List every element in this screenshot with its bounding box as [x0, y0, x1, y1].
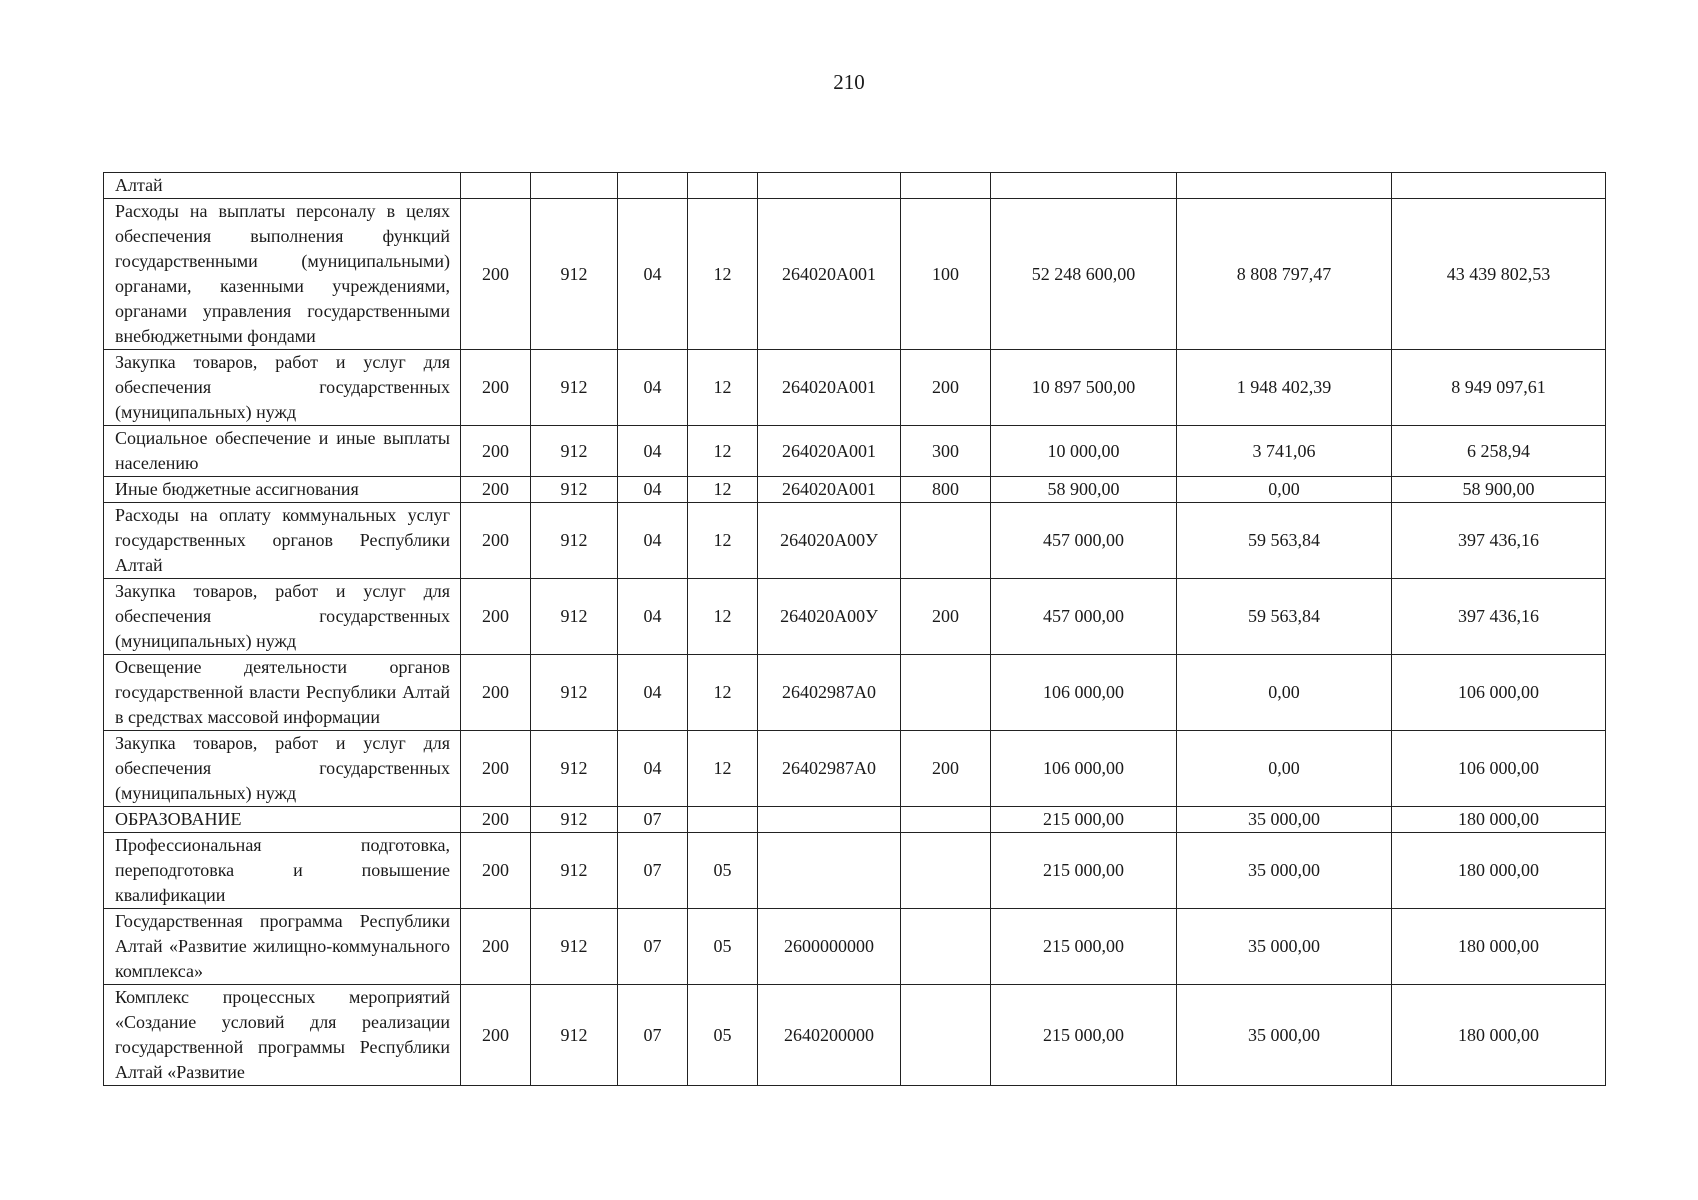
remainder-amount-cell: 106 000,00 — [1392, 731, 1606, 807]
ministry-code-cell: 912 — [531, 909, 618, 985]
ministry-code-cell: 912 — [531, 579, 618, 655]
budget-table — [103, 172, 1606, 1086]
section-code-cell: 200 — [461, 503, 531, 579]
table-row — [104, 655, 1606, 731]
plan-amount-cell: 215 000,00 — [991, 909, 1177, 985]
expense-type-cell: 200 — [901, 350, 991, 426]
row-name-cell: Социальное обеспечение и иные выплаты населению — [104, 426, 461, 477]
plan-amount-cell — [991, 173, 1177, 199]
subdivision-code-cell — [688, 173, 758, 199]
target-article-cell: 264020А001 — [758, 477, 901, 503]
executed-amount-cell: 1 948 402,39 — [1177, 350, 1392, 426]
section-code-cell: 200 — [461, 909, 531, 985]
row-name-cell: Расходы на выплаты персоналу в целях обеспечения выполнения функций государственными (муниципальными) органами, казенными учреждениями, органами управления государственными внебюджетными фондами — [104, 199, 461, 350]
target-article-cell — [758, 833, 901, 909]
subdivision-code-cell: 12 — [688, 731, 758, 807]
row-name-cell: Государственная программа Республики Алтай «Развитие жилищно-коммунального комплекса» — [104, 909, 461, 985]
subdivision-code-cell: 12 — [688, 477, 758, 503]
table-row — [104, 477, 1606, 503]
plan-amount-cell: 10 000,00 — [991, 426, 1177, 477]
row-name-cell: Закупка товаров, работ и услуг для обеспечения государственных (муниципальных) нужд — [104, 350, 461, 426]
page-number: 210 — [833, 70, 865, 94]
subdivision-code-cell: 12 — [688, 579, 758, 655]
row-name-cell: Алтай — [104, 173, 461, 199]
subdivision-code-cell: 12 — [688, 503, 758, 579]
target-article-cell: 26402987А0 — [758, 655, 901, 731]
remainder-amount-cell: 180 000,00 — [1392, 807, 1606, 833]
remainder-amount-cell: 180 000,00 — [1392, 985, 1606, 1086]
table-row — [104, 807, 1606, 833]
target-article-cell: 264020А001 — [758, 426, 901, 477]
executed-amount-cell: 0,00 — [1177, 655, 1392, 731]
ministry-code-cell: 912 — [531, 833, 618, 909]
ministry-code-cell: 912 — [531, 350, 618, 426]
table-row — [104, 731, 1606, 807]
plan-amount-cell: 457 000,00 — [991, 579, 1177, 655]
division-code-cell: 07 — [618, 807, 688, 833]
table-row — [104, 579, 1606, 655]
ministry-code-cell: 912 — [531, 199, 618, 350]
section-code-cell: 200 — [461, 655, 531, 731]
expense-type-cell — [901, 909, 991, 985]
ministry-code-cell: 912 — [531, 985, 618, 1086]
plan-amount-cell: 10 897 500,00 — [991, 350, 1177, 426]
table-row — [104, 833, 1606, 909]
division-code-cell: 07 — [618, 985, 688, 1086]
expense-type-cell — [901, 807, 991, 833]
expense-type-cell: 200 — [901, 579, 991, 655]
subdivision-code-cell: 12 — [688, 199, 758, 350]
section-code-cell: 200 — [461, 199, 531, 350]
target-article-cell: 26402987А0 — [758, 731, 901, 807]
table-row — [104, 173, 1606, 199]
row-name-cell: Освещение деятельности органов государственной власти Республики Алтай в средствах массовой информации — [104, 655, 461, 731]
remainder-amount-cell: 397 436,16 — [1392, 503, 1606, 579]
row-name-cell: Иные бюджетные ассигнования — [104, 477, 461, 503]
plan-amount-cell: 215 000,00 — [991, 807, 1177, 833]
ministry-code-cell: 912 — [531, 426, 618, 477]
plan-amount-cell: 457 000,00 — [991, 503, 1177, 579]
expense-type-cell: 800 — [901, 477, 991, 503]
remainder-amount-cell: 43 439 802,53 — [1392, 199, 1606, 350]
subdivision-code-cell — [688, 807, 758, 833]
section-code-cell: 200 — [461, 833, 531, 909]
ministry-code-cell: 912 — [531, 731, 618, 807]
expense-type-cell — [901, 503, 991, 579]
division-code-cell: 04 — [618, 731, 688, 807]
target-article-cell: 2600000000 — [758, 909, 901, 985]
ministry-code-cell — [531, 173, 618, 199]
ministry-code-cell: 912 — [531, 655, 618, 731]
expense-type-cell — [901, 173, 991, 199]
table-row — [104, 350, 1606, 426]
row-name-cell: Расходы на оплату коммунальных услуг государственных органов Республики Алтай — [104, 503, 461, 579]
executed-amount-cell — [1177, 173, 1392, 199]
target-article-cell: 264020А00У — [758, 579, 901, 655]
row-name-cell: Закупка товаров, работ и услуг для обеспечения государственных (муниципальных) нужд — [104, 731, 461, 807]
plan-amount-cell: 52 248 600,00 — [991, 199, 1177, 350]
executed-amount-cell: 59 563,84 — [1177, 579, 1392, 655]
division-code-cell: 07 — [618, 833, 688, 909]
target-article-cell: 264020А001 — [758, 350, 901, 426]
remainder-amount-cell: 180 000,00 — [1392, 833, 1606, 909]
executed-amount-cell: 59 563,84 — [1177, 503, 1392, 579]
row-name-cell: Профессиональная подготовка, переподготовка и повышение квалификации — [104, 833, 461, 909]
subdivision-code-cell: 12 — [688, 350, 758, 426]
row-name-cell: Комплекс процессных мероприятий «Создание условий для реализации государственной программы Республики Алтай «Развитие — [104, 985, 461, 1086]
division-code-cell — [618, 173, 688, 199]
expense-type-cell — [901, 655, 991, 731]
section-code-cell: 200 — [461, 350, 531, 426]
division-code-cell: 07 — [618, 909, 688, 985]
division-code-cell: 04 — [618, 503, 688, 579]
expense-type-cell: 300 — [901, 426, 991, 477]
subdivision-code-cell: 05 — [688, 833, 758, 909]
row-name-cell: ОБРАЗОВАНИЕ — [104, 807, 461, 833]
section-code-cell: 200 — [461, 985, 531, 1086]
remainder-amount-cell: 8 949 097,61 — [1392, 350, 1606, 426]
target-article-cell: 264020А001 — [758, 199, 901, 350]
division-code-cell: 04 — [618, 579, 688, 655]
division-code-cell: 04 — [618, 477, 688, 503]
table-body — [104, 173, 1606, 1086]
division-code-cell: 04 — [618, 199, 688, 350]
expense-type-cell — [901, 833, 991, 909]
ministry-code-cell: 912 — [531, 477, 618, 503]
table-row — [104, 199, 1606, 350]
remainder-amount-cell: 6 258,94 — [1392, 426, 1606, 477]
subdivision-code-cell: 12 — [688, 426, 758, 477]
subdivision-code-cell: 05 — [688, 909, 758, 985]
section-code-cell: 200 — [461, 807, 531, 833]
division-code-cell: 04 — [618, 655, 688, 731]
ministry-code-cell: 912 — [531, 807, 618, 833]
executed-amount-cell: 0,00 — [1177, 477, 1392, 503]
executed-amount-cell: 35 000,00 — [1177, 807, 1392, 833]
target-article-cell — [758, 807, 901, 833]
subdivision-code-cell: 05 — [688, 985, 758, 1086]
section-code-cell: 200 — [461, 731, 531, 807]
row-name-cell: Закупка товаров, работ и услуг для обеспечения государственных (муниципальных) нужд — [104, 579, 461, 655]
target-article-cell: 2640200000 — [758, 985, 901, 1086]
executed-amount-cell: 35 000,00 — [1177, 985, 1392, 1086]
table-row — [104, 909, 1606, 985]
target-article-cell — [758, 173, 901, 199]
section-code-cell: 200 — [461, 579, 531, 655]
expense-type-cell: 100 — [901, 199, 991, 350]
expense-type-cell — [901, 985, 991, 1086]
plan-amount-cell: 215 000,00 — [991, 985, 1177, 1086]
section-code-cell: 200 — [461, 426, 531, 477]
ministry-code-cell: 912 — [531, 503, 618, 579]
executed-amount-cell: 35 000,00 — [1177, 909, 1392, 985]
division-code-cell: 04 — [618, 426, 688, 477]
subdivision-code-cell: 12 — [688, 655, 758, 731]
expense-type-cell: 200 — [901, 731, 991, 807]
table-row — [104, 985, 1606, 1086]
executed-amount-cell: 0,00 — [1177, 731, 1392, 807]
plan-amount-cell: 106 000,00 — [991, 655, 1177, 731]
plan-amount-cell: 215 000,00 — [991, 833, 1177, 909]
executed-amount-cell: 35 000,00 — [1177, 833, 1392, 909]
remainder-amount-cell: 180 000,00 — [1392, 909, 1606, 985]
executed-amount-cell: 8 808 797,47 — [1177, 199, 1392, 350]
table-row — [104, 503, 1606, 579]
division-code-cell: 04 — [618, 350, 688, 426]
section-code-cell: 200 — [461, 477, 531, 503]
table-row — [104, 426, 1606, 477]
section-code-cell — [461, 173, 531, 199]
executed-amount-cell: 3 741,06 — [1177, 426, 1392, 477]
plan-amount-cell: 106 000,00 — [991, 731, 1177, 807]
remainder-amount-cell: 106 000,00 — [1392, 655, 1606, 731]
remainder-amount-cell: 397 436,16 — [1392, 579, 1606, 655]
target-article-cell: 264020А00У — [758, 503, 901, 579]
remainder-amount-cell: 58 900,00 — [1392, 477, 1606, 503]
remainder-amount-cell — [1392, 173, 1606, 199]
plan-amount-cell: 58 900,00 — [991, 477, 1177, 503]
